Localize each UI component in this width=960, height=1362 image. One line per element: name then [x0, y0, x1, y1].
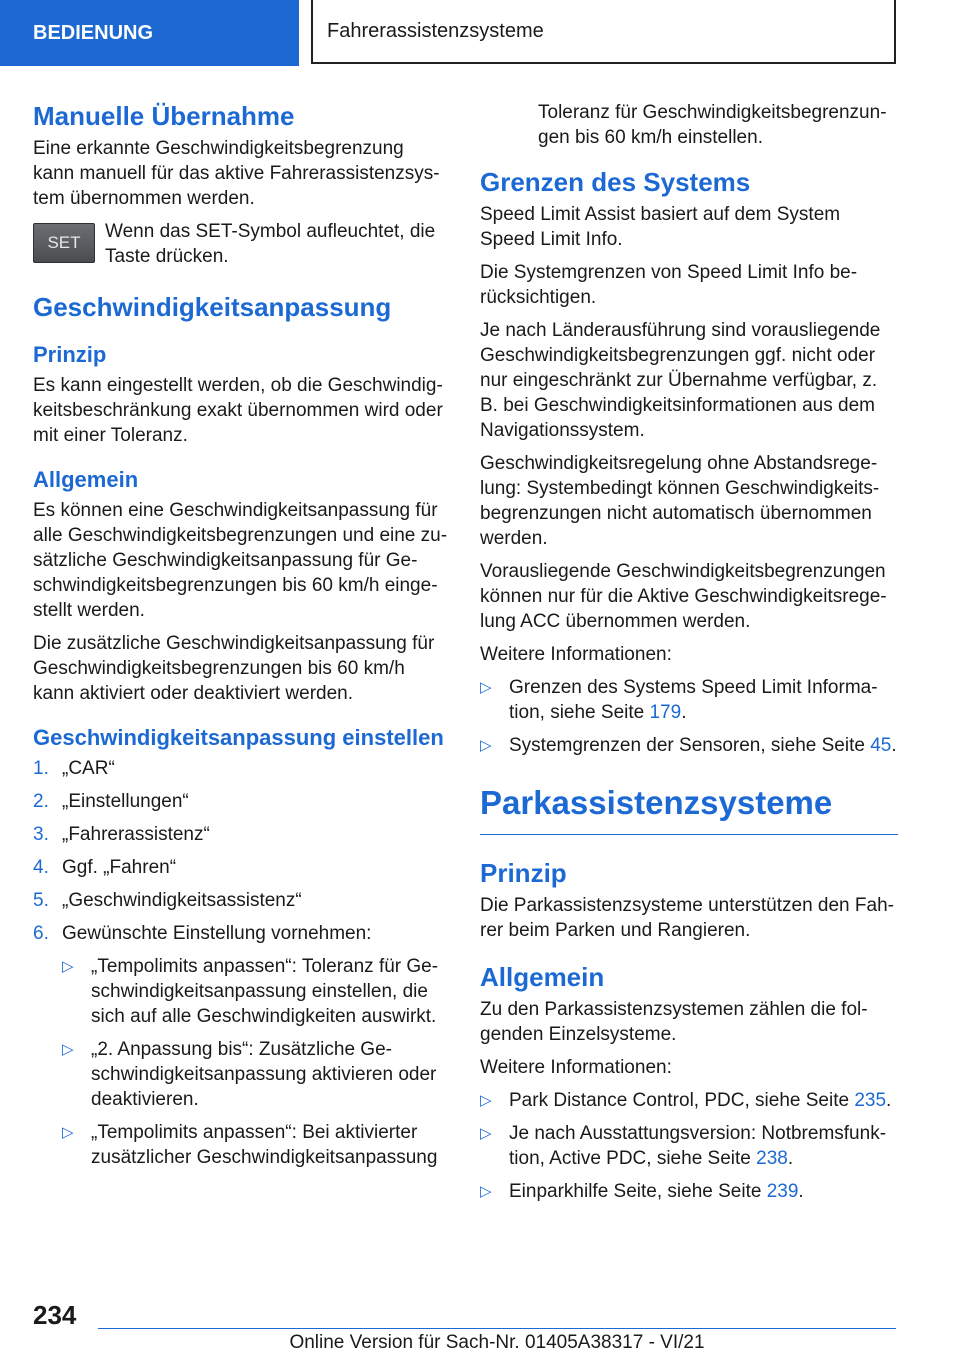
- para-grenzen-2: Die Systemgrenzen von Speed Limit Info berücksichtigen.: [480, 262, 858, 308]
- substep-text: „Tempolimits anpassen“: Bei aktivierter zusätzlicher Geschwindigkeitsanpassung: [91, 1122, 438, 1168]
- grenzen-list: [480, 675, 898, 758]
- para-grenzen-3: Je nach Länderausführung sind vorausliegende Geschwindigkeitsbegrenzungen ggf. nicht oder nur eingeschränkt zur Übernahme verfügbar, z. B. bei Geschwindigkeitsinformationen aus dem Navigationssystem.: [480, 320, 881, 441]
- page-link-179[interactable]: 179: [649, 702, 682, 723]
- list-item: [480, 1121, 898, 1171]
- list-item: [62, 1120, 448, 1170]
- para-grenzen-4: Geschwindigkeitsregelung ohne Abstandsregelung: Systembedingt können Geschwindigkeitsbegrenzungen nicht automatisch übernommen werden.: [480, 453, 880, 549]
- page-link-239[interactable]: 239: [766, 1181, 799, 1202]
- heading-allgemein: Allgemein: [33, 467, 139, 492]
- list-item: [480, 1088, 898, 1113]
- heading-anpassung: Geschwindigkeitsanpassung: [33, 292, 392, 322]
- step-text: Ggf. „Fahren“: [62, 857, 177, 878]
- para-grenzen-5: Vorausliegende Geschwindigkeitsbegrenzungen können nur für die Aktive Geschwindigkeitsregelung ACC übernommen werden.: [480, 561, 887, 632]
- substep-text: „2. Anpassung bis“: Zusätzliche Geschwindigkeitsanpassung aktivieren oder deaktivieren.: [91, 1039, 437, 1110]
- bullet-label: Einparkhilfe Seite, siehe Seite: [509, 1181, 767, 1202]
- header-section-label: BEDIENUNG: [33, 21, 154, 44]
- bullet-text: [509, 1179, 804, 1204]
- triangle-bullet-icon: ▷: [480, 1092, 492, 1109]
- list-item: [33, 789, 448, 814]
- step-number: 4.: [33, 857, 49, 878]
- para-allgemein-right: Zu den Parkassistenzsystemen zählen die folgenden Einzelsysteme.: [480, 999, 868, 1045]
- para-weitere-2: Weitere Informationen:: [480, 1057, 672, 1078]
- period: .: [681, 702, 687, 723]
- step-text: „Fahrerassistenz“: [62, 824, 210, 845]
- heading-prinzip: Prinzip: [33, 342, 107, 367]
- para-grenzen-6: Weitere Informationen:: [480, 644, 672, 665]
- step-number: 6.: [33, 923, 49, 944]
- period: .: [891, 735, 897, 756]
- footer-divider: [98, 1328, 896, 1329]
- heading-grenzen: Grenzen des Systems: [480, 167, 751, 197]
- left-column: [33, 100, 448, 1178]
- set-button-icon: [33, 223, 95, 263]
- step-text: „CAR“: [62, 758, 115, 779]
- park-list: [480, 1088, 898, 1204]
- set-instruction: [33, 219, 448, 269]
- footer-version: Online Version für Sach-Nr. 01405A38317 - VI/21: [289, 1332, 705, 1353]
- bullet-label: Grenzen des Systems Speed Limit Information, siehe Seite: [509, 677, 878, 723]
- para-grenzen-1: Speed Limit Assist basiert auf dem System Speed Limit Info.: [480, 204, 841, 250]
- para-manual: Eine erkannte Geschwindigkeitsbegrenzung kann manuell für das aktive Fahrerassistenzsystem übernommen werden.: [33, 138, 440, 209]
- bullet-label: Je nach Ausstattungsversion: Notbremsfunktion, Active PDC, siehe Seite: [509, 1123, 887, 1169]
- page-link-235[interactable]: 235: [854, 1090, 887, 1111]
- heading-einstellen: Geschwindigkeitsanpassung einstellen: [33, 725, 444, 750]
- step-text: „Einstellungen“: [62, 791, 189, 812]
- triangle-bullet-icon: ▷: [62, 1041, 74, 1058]
- bullet-label: Systemgrenzen der Sensoren, siehe Seite: [509, 735, 871, 756]
- triangle-bullet-icon: ▷: [480, 679, 492, 696]
- header-section: [0, 0, 299, 66]
- right-column: [480, 100, 898, 1212]
- step-number: 3.: [33, 824, 49, 845]
- page-number: 234: [33, 1300, 77, 1330]
- list-item: [480, 733, 898, 758]
- step-number: 2.: [33, 791, 49, 812]
- heading-prinzip-2: Prinzip: [480, 858, 567, 888]
- para-prinzip: Es kann eingestellt werden, ob die Geschwindigkeitsbeschränkung exakt übernommen wird oder mit einer Toleranz.: [33, 375, 443, 446]
- bullet-text: [509, 733, 897, 758]
- list-item: [33, 921, 448, 946]
- substep-text: „Tempolimits anpassen“: Toleranz für Geschwindigkeitsanpassung einstellen, die sich auf alle Geschwindigkeiten auswirkt.: [91, 956, 439, 1027]
- list-item: [33, 756, 448, 781]
- substeps-list: [33, 954, 448, 1170]
- para-allgemein-2: Die zusätzliche Geschwindigkeitsanpassung für Geschwindigkeitsbegrenzungen bis 60 km/h kann aktiviert oder deaktiviert werden.: [33, 633, 435, 704]
- heading-park: Parkassistenzsysteme: [480, 782, 898, 835]
- period: .: [886, 1090, 892, 1111]
- heading-allgemein-2: Allgemein: [480, 962, 605, 992]
- bullet-text: [509, 1121, 898, 1171]
- list-item: [62, 1037, 448, 1112]
- para-continue: Toleranz für Geschwindigkeitsbegrenzungen bis 60 km/h einstellen.: [538, 102, 887, 148]
- heading-manual: Manuelle Übernahme: [33, 101, 295, 131]
- header-chapter-label: Fahrerassistenzsysteme: [327, 19, 544, 42]
- bullet-text: [509, 1088, 891, 1113]
- list-item: [33, 855, 448, 880]
- page-link-238[interactable]: 238: [756, 1148, 788, 1169]
- set-button-label: SET: [47, 233, 81, 252]
- header-chapter: [311, 0, 896, 64]
- list-item: [480, 1179, 898, 1204]
- triangle-bullet-icon: ▷: [62, 958, 74, 975]
- step-number: 5.: [33, 890, 49, 911]
- triangle-bullet-icon: ▷: [480, 1125, 492, 1142]
- bullet-text: [509, 675, 898, 725]
- period: .: [798, 1181, 804, 1202]
- step-number: 1.: [33, 758, 49, 779]
- para-set: Wenn das SET-Symbol aufleuchtet, die Taste drücken.: [105, 221, 436, 267]
- list-item: [480, 675, 898, 725]
- triangle-bullet-icon: ▷: [62, 1124, 74, 1141]
- period: .: [787, 1148, 794, 1169]
- para-allgemein-1: Es können eine Geschwindigkeitsanpassung für alle Geschwindigkeitsbegrenzungen und eine zusätzliche Geschwindigkeitsanpassung für Geschwindigkeitsbegrenzungen bis 60 km/h eingestellt werden.: [33, 500, 448, 621]
- bullet-label: Park Distance Control, PDC, siehe Seite: [509, 1090, 855, 1111]
- list-item: [62, 954, 448, 1029]
- triangle-bullet-icon: ▷: [480, 1183, 492, 1200]
- triangle-bullet-icon: ▷: [480, 737, 492, 754]
- step-text: Gewünschte Einstellung vornehmen:: [62, 923, 372, 944]
- list-item: [33, 822, 448, 847]
- step-text: „Geschwindigkeitsassistenz“: [62, 890, 302, 911]
- para-prinzip-2: Die Parkassistenzsysteme unterstützen den Fahrer beim Parken und Rangieren.: [480, 895, 894, 941]
- list-item: [33, 888, 448, 913]
- steps-list: [33, 756, 448, 946]
- page-link-45[interactable]: 45: [870, 735, 892, 756]
